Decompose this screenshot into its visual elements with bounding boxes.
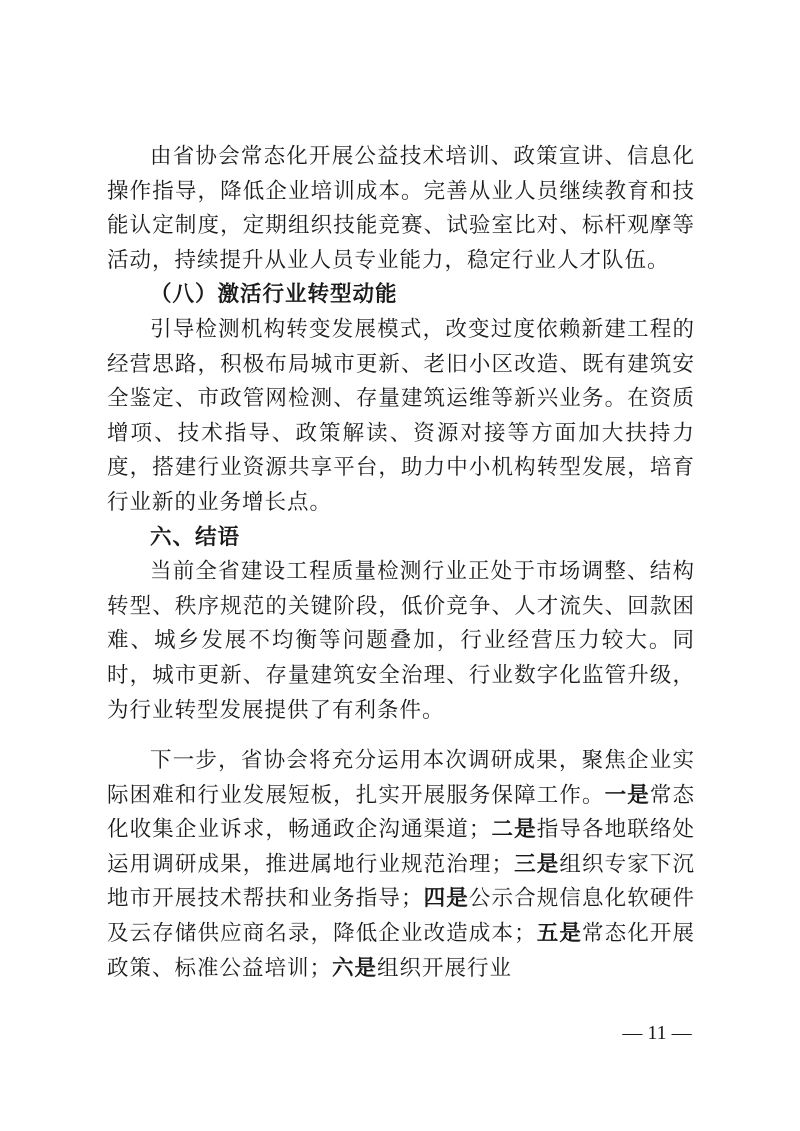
paragraph-current-status: 当前全省建设工程质量检测行业正处于市场调整、结构转型、秩序规范的关键阶段，低价竞争、人才流失、回款困难、城乡发展不均衡等问题叠加，行业经营压力较大。同时，城市更新、存量建筑安全治理、行业数字化监管升级，为行业转型发展提供了有利条件。 [107,559,695,723]
next-steps-lead: 下一步，省协会将充分运用本次调研成果，聚焦企业实际困难和行业发展短板，扎实开展服务保障工作。 [107,748,695,808]
keyword-sixth: 六是 [332,955,378,981]
keyword-third: 三是 [514,851,560,877]
keyword-fourth: 四是 [423,886,469,912]
section-heading-conclusion: 六、结语 [150,524,241,550]
next-step-3: 组织专家下沉地市开展技术帮扶和业务指导； [107,851,695,912]
paragraph-training: 由省协会常态化开展公益技术培训、政策宣讲、信息化操作指导，降低企业培训成本。完善从业人员继续教育和技能认定制度，定期组织技能竞赛、试验室比对、标杆观摩等活动，持续提升从业人员专业能力，稳定行业人才队伍。 [107,144,695,273]
next-step-5: 常态化开展政策、标准公益培训； [107,921,695,981]
next-step-4: 公示合规信息化软硬件及云存储供应商名录，降低企业改造成本； [107,886,695,947]
keyword-fifth: 五是 [536,921,582,947]
paragraph-transformation: 引导检测机构转变发展模式，改变过度依赖新建工程的经营思路，积极布局城市更新、老旧小区改造、既有建筑安全鉴定、市政管网检测、存量建筑运维等新兴业务。在资质增项、技术指导、政策解读、资源对接等方面加大扶持力度，搭建行业资源共享平台，助力中小机构转型发展，培育行业新的业务增长点。 [107,316,695,515]
section-heading-8: （八）激活行业转型动能 [150,282,398,308]
keyword-first: 一是 [604,782,650,808]
next-step-6: 组织开展行业 [377,955,513,981]
next-step-1: 常态化收集企业诉求，畅通政企沟通渠道； [107,782,695,843]
keyword-second: 二是 [491,817,537,843]
page-number: — 11 — [622,1022,692,1044]
next-step-2: 指导各地联络处运用调研成果，推进属地行业规范治理； [107,817,695,877]
body-text [107,140,695,986]
paragraph-next-steps [107,744,695,986]
